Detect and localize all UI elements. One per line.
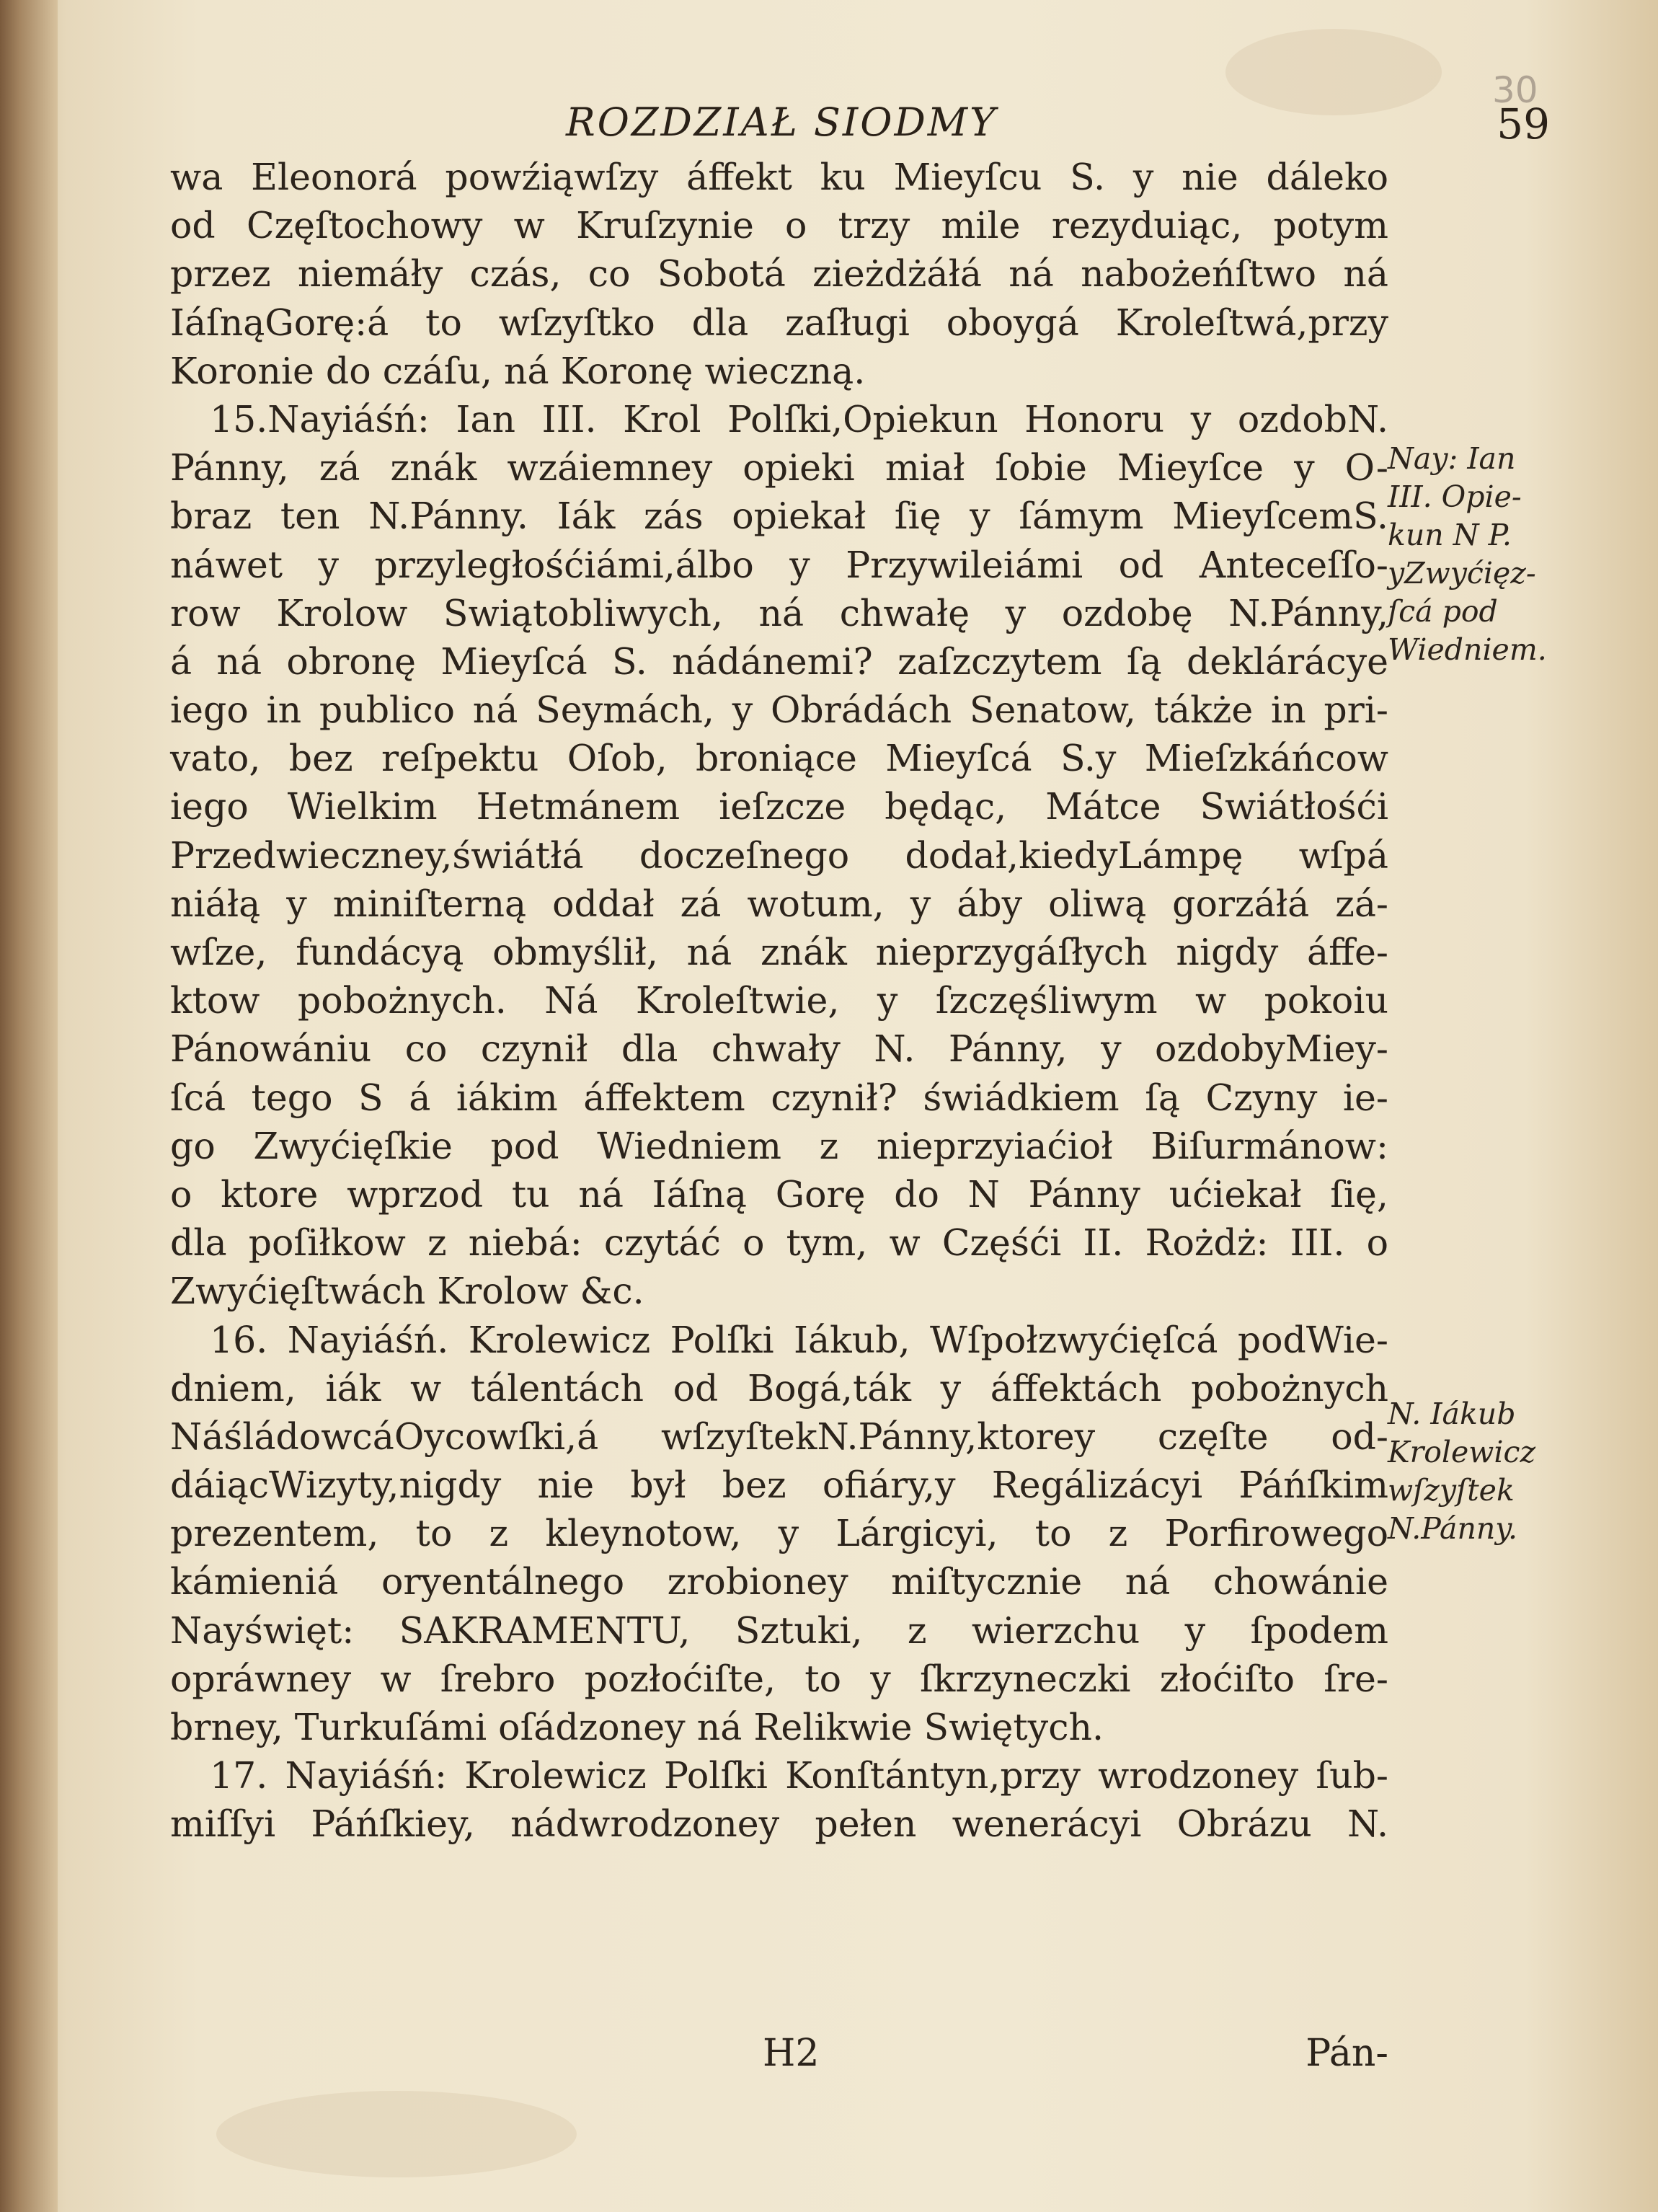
text-line: przez niemáły czás, co Sobotá zieżdżáłá ná nabożeńſtwo ná	[170, 252, 1388, 296]
text-line: 15.Nayiáśń: Ian III. Krol Polſki,Opiekun Honoru y ozdobN.	[210, 397, 1388, 441]
margin-note-line: yZwyćięz-	[1388, 556, 1536, 590]
text-line: kámieniá oryentálnego zrobioney miſtycznie ná chowánie	[170, 1560, 1388, 1603]
text-line: NáśládowcáOycowſki,á wſzyſtekN.Pánny,ktorey częſte od-	[170, 1415, 1388, 1458]
text-line: Przedwieczney,świátłá doczeſnego dodał,kiedyLámpę wſpá	[170, 833, 1388, 877]
page-number: 59	[1497, 99, 1550, 149]
running-title: ROZDZIAŁ SIODMY	[566, 99, 998, 145]
body-text	[170, 153, 1388, 1849]
margin-note-line: kun N P.	[1388, 518, 1512, 552]
signature-mark: H2	[763, 2032, 820, 2075]
text-line: dniem, iák w tálentách od Bogá,ták y áffektách pobożnych	[170, 1366, 1388, 1410]
text-line: go Zwyćięſkie pod Wiedniem z nieprzyiaćioł Biſurmánow:	[170, 1124, 1388, 1167]
margin-note-line: ſcá pod	[1388, 594, 1498, 629]
text-line: náwet y przyległośćiámi,álbo y Przywileiámi od Anteceſſo-	[170, 543, 1388, 586]
margin-note-line: N.Pánny.	[1388, 1511, 1518, 1546]
text-line: row Krolow Swiątobliwych, ná chwałę y ozdobę N.Pánny,	[170, 591, 1388, 634]
text-line: braz ten N.Pánny. Iák zás opiekał ſię y ſámym MieyſcemS.	[170, 495, 1388, 538]
text-line: iego in publico ná Seymách, y Obrádách Senatow, tákże in pri-	[170, 689, 1388, 732]
margin-note-line: Wiedniem.	[1388, 632, 1547, 667]
text-line: dáiącWizyty,nigdy nie był bez ofiáry,y Regálizácyi Páńſkim	[170, 1464, 1388, 1507]
margin-note-jan-iii	[1388, 440, 1571, 669]
text-line: ſcá tego S á iákim áffektem czynił? świádkiem ſą Czyny ie-	[170, 1076, 1388, 1119]
catchline	[170, 2032, 1388, 2082]
book-gutter	[0, 0, 58, 2212]
text-line: brney, Turkuſámi oſádzoney ná Relikwie Swiętych.	[170, 1706, 1104, 1748]
text-line: Nayświęt: SAKRAMENTU, Sztuki, z wierzchu y ſpodem	[170, 1609, 1388, 1652]
text-line: iego Wielkim Hetmánem ieſzcze będąc, Mátce Swiátłośći	[170, 785, 1388, 828]
margin-note-line: III. Opie-	[1388, 479, 1522, 514]
text-line: niáłą y miniſterną oddał zá wotum, y áby oliwą gorzáłá zá-	[170, 882, 1388, 925]
text-line: miſſyi Páńſkiey, nádwrodzoney pełen wenerácyi Obrázu N.	[170, 1802, 1388, 1846]
text-line: dla poſiłkow z niebá: czytáć o tym, w Częśći II. Rożdż: III. o	[170, 1221, 1388, 1265]
text-line: vato, bez reſpektu Oſob, broniące Mieyſcá S.y Mieſzkáńcow	[170, 737, 1388, 780]
text-line: IáſnąGorę:á to wſzyſtko dla zaſługi oboygá Kroleſtwá,przy	[170, 301, 1388, 344]
text-line: Koronie do czáſu, ná Koronę wieczną.	[170, 349, 866, 392]
pencil-folio-mark: 30	[1492, 69, 1538, 111]
text-line: ktow pobożnych. Ná Kroleſtwie, y ſzczęśliwym w pokoiu	[170, 979, 1388, 1022]
catchword: Pán-	[1305, 2032, 1388, 2075]
text-line: od Częſtochowy w Kruſzynie o trzy mile rezyduiąc, potym	[170, 204, 1388, 247]
margin-note-line: N. Iákub	[1388, 1397, 1516, 1431]
text-line: Pánny, zá znák wzáiemney opieki miał ſobie Mieyſce y O-	[170, 446, 1388, 490]
text-line: prezentem, to z kleynotow, y Lárgicyi, to z Porfirowego	[170, 1512, 1388, 1555]
text-line: 16. Nayiáśń. Krolewicz Polſki Iákub, Wſpołzwyćięſcá podWie-	[210, 1318, 1388, 1361]
paper-stain	[216, 2091, 577, 2177]
text-line: Pánowániu co czynił dla chwały N. Pánny, y ozdobyMiey-	[170, 1027, 1388, 1071]
text-line: 17. Nayiáśń: Krolewicz Polſki Konſtántyn,przy wrodzoney ſub-	[210, 1754, 1388, 1797]
margin-note-line: wſzyſtek	[1388, 1473, 1515, 1508]
text-line: o ktore wprzod tu ná Iáſną Gorę do N Pánny ućiekał ſię,	[170, 1172, 1388, 1216]
page-header	[173, 99, 1579, 150]
margin-note-line: Nay: Ian	[1388, 441, 1516, 476]
margin-note-line: Krolewicz	[1388, 1435, 1536, 1469]
text-line: opráwney w ſrebro pozłoćiſte, to y ſkrzyneczki złoćiſto ſre-	[170, 1657, 1388, 1700]
text-line: Zwyćięſtwách Krolow &c.	[170, 1270, 644, 1313]
text-line: á ná obronę Mieyſcá S. nádánemi? zaſzczytem ſą deklárácye	[170, 640, 1388, 683]
margin-note-jakub	[1388, 1395, 1571, 1548]
text-line: wſze, fundácyą obmyślił, ná znák nieprzygáſłych nigdy áffe-	[170, 931, 1388, 973]
text-line: wa Eleonorá powźiąwſzy áffekt ku Mieyſcu S. y nie dáleko	[170, 156, 1388, 198]
